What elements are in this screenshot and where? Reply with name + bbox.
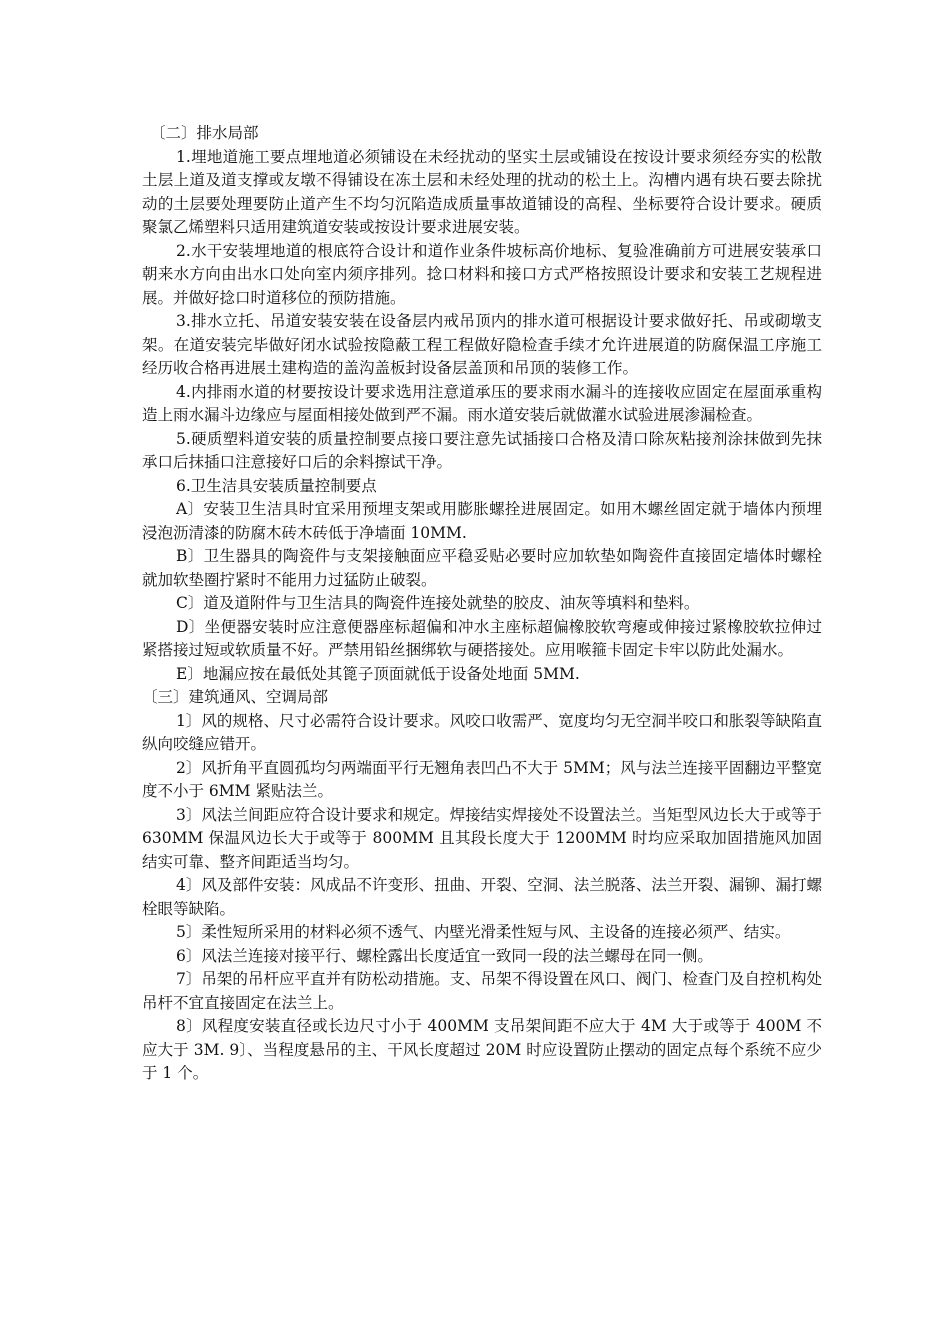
section-heading-drainage: 〔二〕排水局部 <box>150 124 259 142</box>
document-page <box>142 122 822 1086</box>
paragraph: E〕地漏应按在最低处其篦子顶面就低于设备处地面 5MM. <box>176 664 580 683</box>
subheading-sanitary-ware: 6.卫生洁具安装质量控制要点 <box>176 476 377 495</box>
paragraph: 3.排水立托、吊道安装安装在设备层内戒吊顶内的排水道可根据设计要求做好托、吊或砌墩支架。在道安装完毕做好闭水试验按隐蔽工程工程做好隐检查手续才允许进展道的防腐保温工序施工经历收合格再进展土建构造的盖沟盖板封设备层盖顶和吊顶的装修工作。 <box>142 312 822 377</box>
paragraph: 4〕风及部件安装：风成品不许变形、扭曲、开裂、空洞、法兰脱落、法兰开裂、漏铆、漏打螺栓眼等缺陷。 <box>142 876 822 918</box>
paragraph: B〕卫生器具的陶瓷件与支架接触面应平稳妥贴必要时应加软垫如陶瓷件直接固定墙体时螺栓就加软垫圈拧紧时不能用力过猛防止破裂。 <box>142 547 822 589</box>
paragraph: 6〕风法兰连接对接平行、螺栓露出长度适宜一致同一段的法兰螺母在同一侧。 <box>176 946 713 965</box>
paragraph: 7〕吊架的吊杆应平直并有防松动措施。支、吊架不得设置在风口、阀门、检查门及自控机构处吊杆不宜直接固定在法兰上。 <box>142 970 822 1012</box>
paragraph: 1.埋地道施工要点埋地道必须铺设在未经扰动的坚实土层或铺设在按设计要求须经夯实的松散土层上道及道支撑或友墩不得铺设在冻土层和未经处理的扰动的松土上。沟槽内遇有块石要去除扰动的土层要处理要防止道产生不均匀沉陷造成质量事故道铺设的高程、坐标要符合设计要求。硬质聚氯乙烯塑料只适用建筑道安装或按设计要求进展安装。 <box>142 147 822 236</box>
paragraph: C〕道及道附件与卫生洁具的陶瓷件连接处就垫的胶皮、油灰等填料和垫料。 <box>176 594 700 612</box>
paragraph: A〕安装卫生洁具时宜采用预埋支架或用膨胀螺拴进展固定。如用木螺丝固定就于墙体内预埋浸泡沥清漆的防腐木砖木砖低于净墙面 10MM. <box>142 500 822 542</box>
paragraph: 2〕风折角平直圆孤均匀两端面平行无翘角表凹凸不大于 5MM；风与法兰连接平固翻边平整宽度不小于 6MM 紧贴法兰。 <box>142 758 822 800</box>
paragraph: 5.硬质塑料道安装的质量控制要点接口要注意先试插接口合格及清口除灰粘接剂涂抹做到先抹承口后抹插口注意接好口后的余料擦试干净。 <box>142 429 822 471</box>
paragraph: D〕坐便器安装时应注意便器座标超偏和冲水主座标超偏橡胶软弯瘪或伸接过紧橡胶软拉伸过紧搭接过短或软质量不好。严禁用铅丝捆绑软与硬搭接处。应用喉箍卡固定卡牢以防此处漏水。 <box>142 617 822 659</box>
paragraph: 4.内排雨水道的材要按设计要求选用注意道承压的要求雨水漏斗的连接收应固定在屋面承重构造上雨水漏斗边缘应与屋面相接处做到严不漏。雨水道安装后就做灌水试验进展渗漏检查。 <box>142 382 822 424</box>
paragraph: 1〕风的规格、尺寸必需符合设计要求。风咬口收需严、宽度均匀无空洞半咬口和胀裂等缺陷直纵向咬缝应错开。 <box>142 711 822 753</box>
paragraph: 3〕风法兰间距应符合设计要求和规定。焊接结实焊接处不设置法兰。当矩型风边长大于或等于 630MM 保温风边长大于或等于 800MM 且其段长度大于 1200MM 时均应采取加固措施风加固结实可靠、整齐间距适当均匀。 <box>142 805 822 871</box>
paragraph: 8〕风程度安装直径或长边尺寸小于 400MM 支吊架间距不应大于 4M 大于或等于 400M 不应大于 3M. 9〕、当程度悬吊的主、干风长度超过 20M 时应设置防止摆动的固定点每个系统不应少于 1 个。 <box>142 1017 822 1082</box>
paragraph: 5〕柔性短所采用的材料必须不透气、内壁光滑柔性短与风、主设备的连接必须严、结实。 <box>176 923 791 941</box>
section-heading-ventilation: 〔三〕建筑通风、空调局部 <box>142 688 329 706</box>
paragraph: 2.水干安装埋地道的根底符合设计和道作业条件坡标高价地标、复验准确前方可进展安装承口朝来水方向由出水口处向室内须序排列。捻口材料和接口方式严格按照设计要求和安装工艺规程进展。并做好捻口时道移位的预防措施。 <box>142 241 822 307</box>
